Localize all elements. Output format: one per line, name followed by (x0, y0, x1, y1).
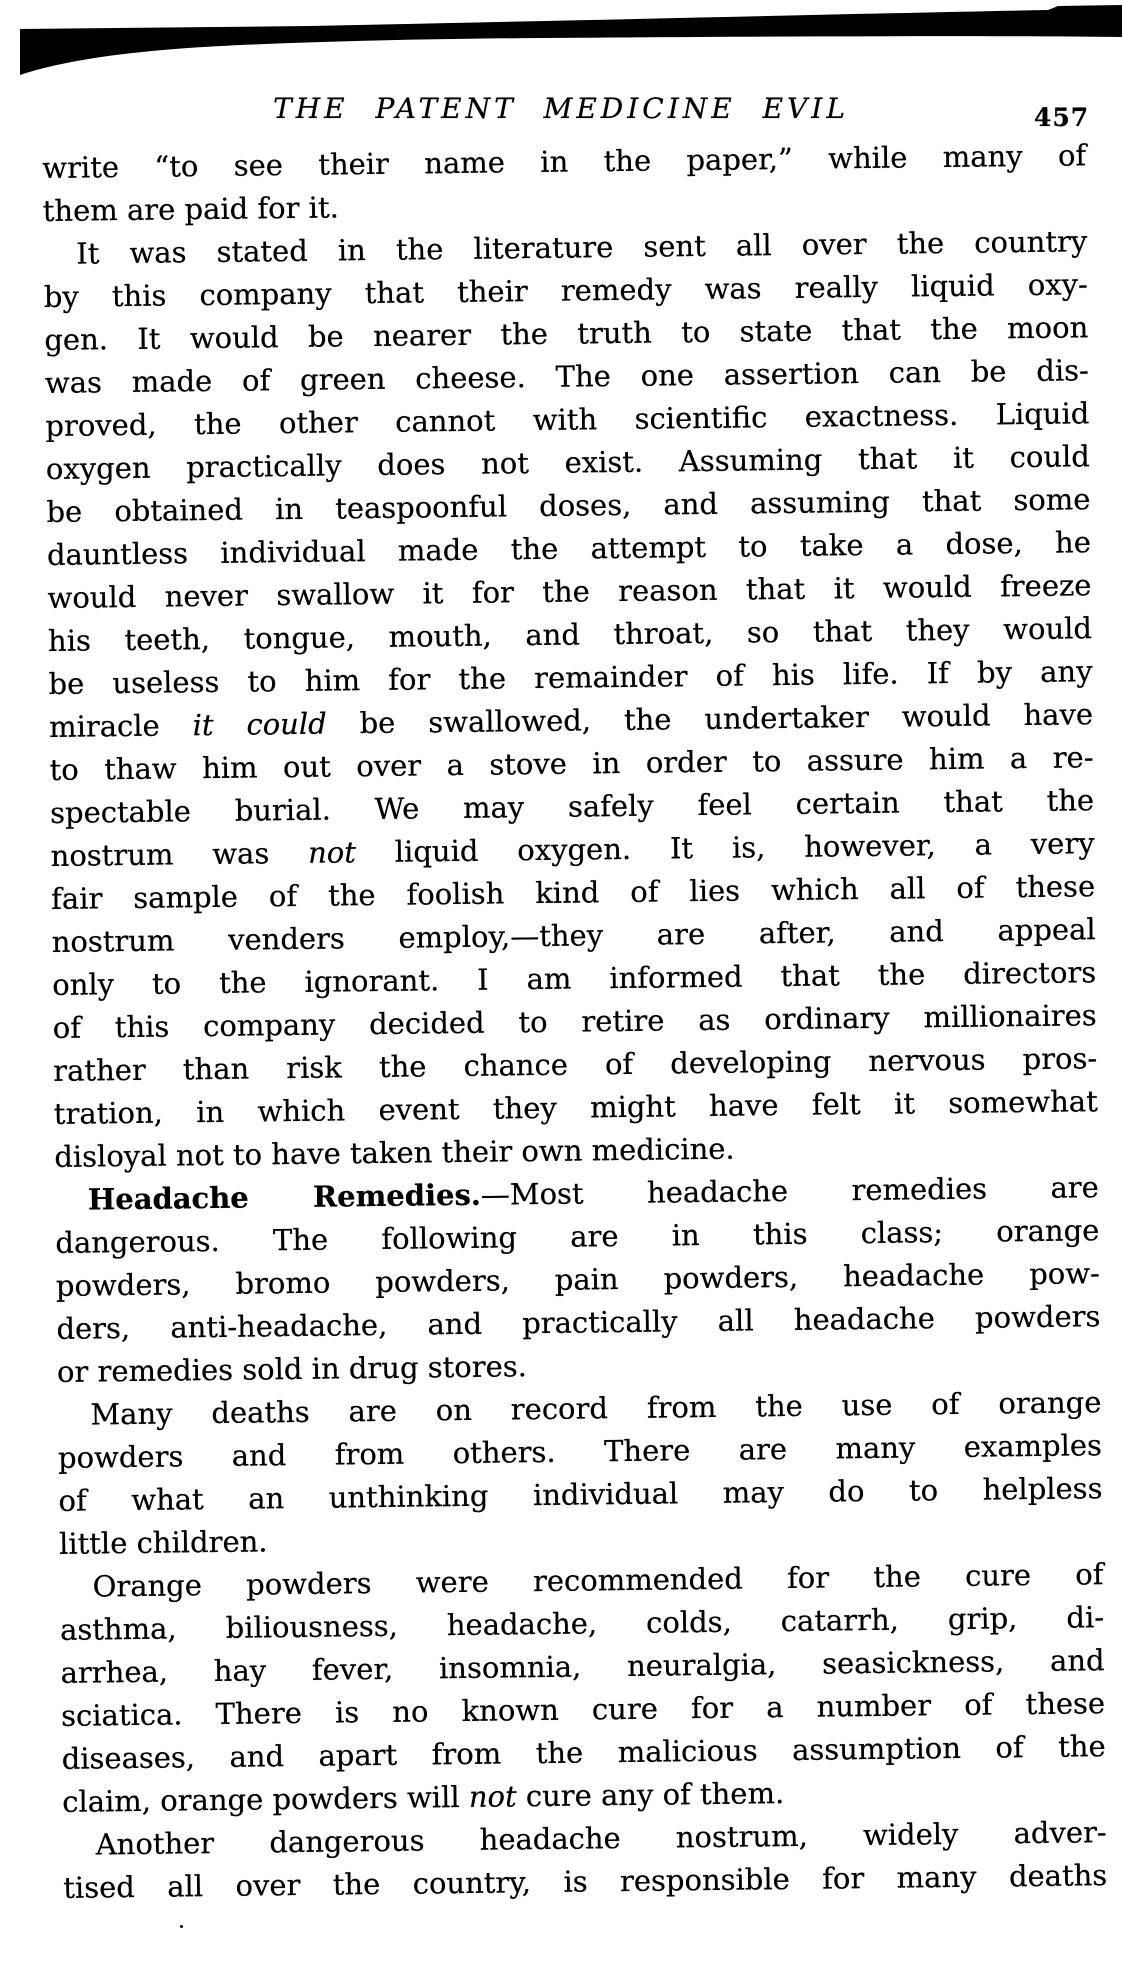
text-line: rather than risk the chance of developing nervous pros- (53, 1041, 1098, 1088)
text-line: dangerous. The following are in this class; orange (55, 1213, 1100, 1260)
text-line: asthma, biliousness, headache, colds, catarrh, grip, di- (59, 1600, 1105, 1647)
text-line: of this company decided to retire as ordinary millionaires (52, 998, 1097, 1045)
text-line: miracle it could be swallowed, the undertaker would have (48, 697, 1094, 744)
text-line: nostrum was not liquid oxygen. It is, however, a very (50, 826, 1095, 873)
text-line: be useless to him for the remainder of his life. If by any (48, 654, 1093, 701)
text-line: or remedies sold in drug stores. (56, 1349, 528, 1389)
text-line: disloyal not to have taken their own medicine. (54, 1131, 735, 1174)
text-line: arrhea, hay fever, insomnia, neuralgia, seasickness, and (60, 1643, 1105, 1690)
text-line: Headache Remedies.—Most headache remedies are (87, 1170, 1100, 1217)
text-line: gen. It would be nearer the truth to state that the moon (44, 310, 1089, 357)
text-line: powders and from others. There are many examples (57, 1428, 1103, 1475)
text-line: claim, orange powders will not cure any of them. (62, 1776, 785, 1819)
text-line: nostrum venders employ,—they are after, and appeal (51, 912, 1096, 959)
text-line: proved, the other cannot with scientific exactness. Liquid (45, 396, 1090, 443)
text-line: little children. (58, 1524, 268, 1561)
scan-speck (180, 1925, 183, 1928)
text-line: sciatica. There is no known cure for a number of these (60, 1686, 1106, 1733)
body-text (42, 134, 1107, 1910)
page-title: THE PATENT MEDICINE EVIL (273, 92, 849, 125)
text-line: powders, bromo powders, pain powders, headache pow- (55, 1256, 1101, 1303)
text-line: them are paid for it. (42, 190, 340, 228)
text-line: his teeth, tongue, mouth, and throat, so that they would (47, 611, 1093, 658)
text-line: write “to see their name in the paper,” while many of (42, 138, 1087, 185)
text-line: diseases, and apart from the malicious assumption of the (61, 1729, 1106, 1776)
text-line: oxygen practically does not exist. Assuming that it could (45, 439, 1091, 486)
text-line: only to the ignorant. I am informed that the directors (52, 955, 1097, 1002)
text-line: Orange powders were recommended for the cure of (92, 1557, 1104, 1604)
text-line: It was stated in the literature sent all over the country (76, 224, 1088, 271)
text-line: of what an unthinking individual may do to helpless (58, 1471, 1103, 1518)
text-line: Many deaths are on record from the use of orange (90, 1385, 1102, 1432)
text-line: tration, in which event they might have felt it somewhat (53, 1084, 1098, 1131)
text-line: Another dangerous headache nostrum, widely adver- (95, 1815, 1107, 1862)
text-line: spectable burial. We may safely feel certain that the (49, 783, 1095, 830)
text-line: to thaw him out over a stove in order to assure him a re- (49, 740, 1094, 787)
text-line: would never swallow it for the reason that it would freeze (47, 568, 1092, 615)
text-line: tised all over the country, is responsible for many deaths (63, 1858, 1108, 1905)
running-header (0, 92, 1122, 132)
text-line: dauntless individual made the attempt to take a dose, he (46, 525, 1092, 572)
scan-artifact-wedge (0, 0, 1122, 90)
text-line: be obtained in teaspoonful doses, and assuming that some (46, 482, 1091, 529)
text-line: by this company that their remedy was really liquid oxy- (43, 267, 1088, 314)
text-line: was made of green cheese. The one assertion can be dis- (44, 353, 1090, 400)
text-line: ders, anti-headache, and practically all headache powders (56, 1299, 1101, 1346)
text-line: fair sample of the foolish kind of lies which all of these (50, 869, 1096, 916)
page-number: 457 (1034, 103, 1090, 132)
